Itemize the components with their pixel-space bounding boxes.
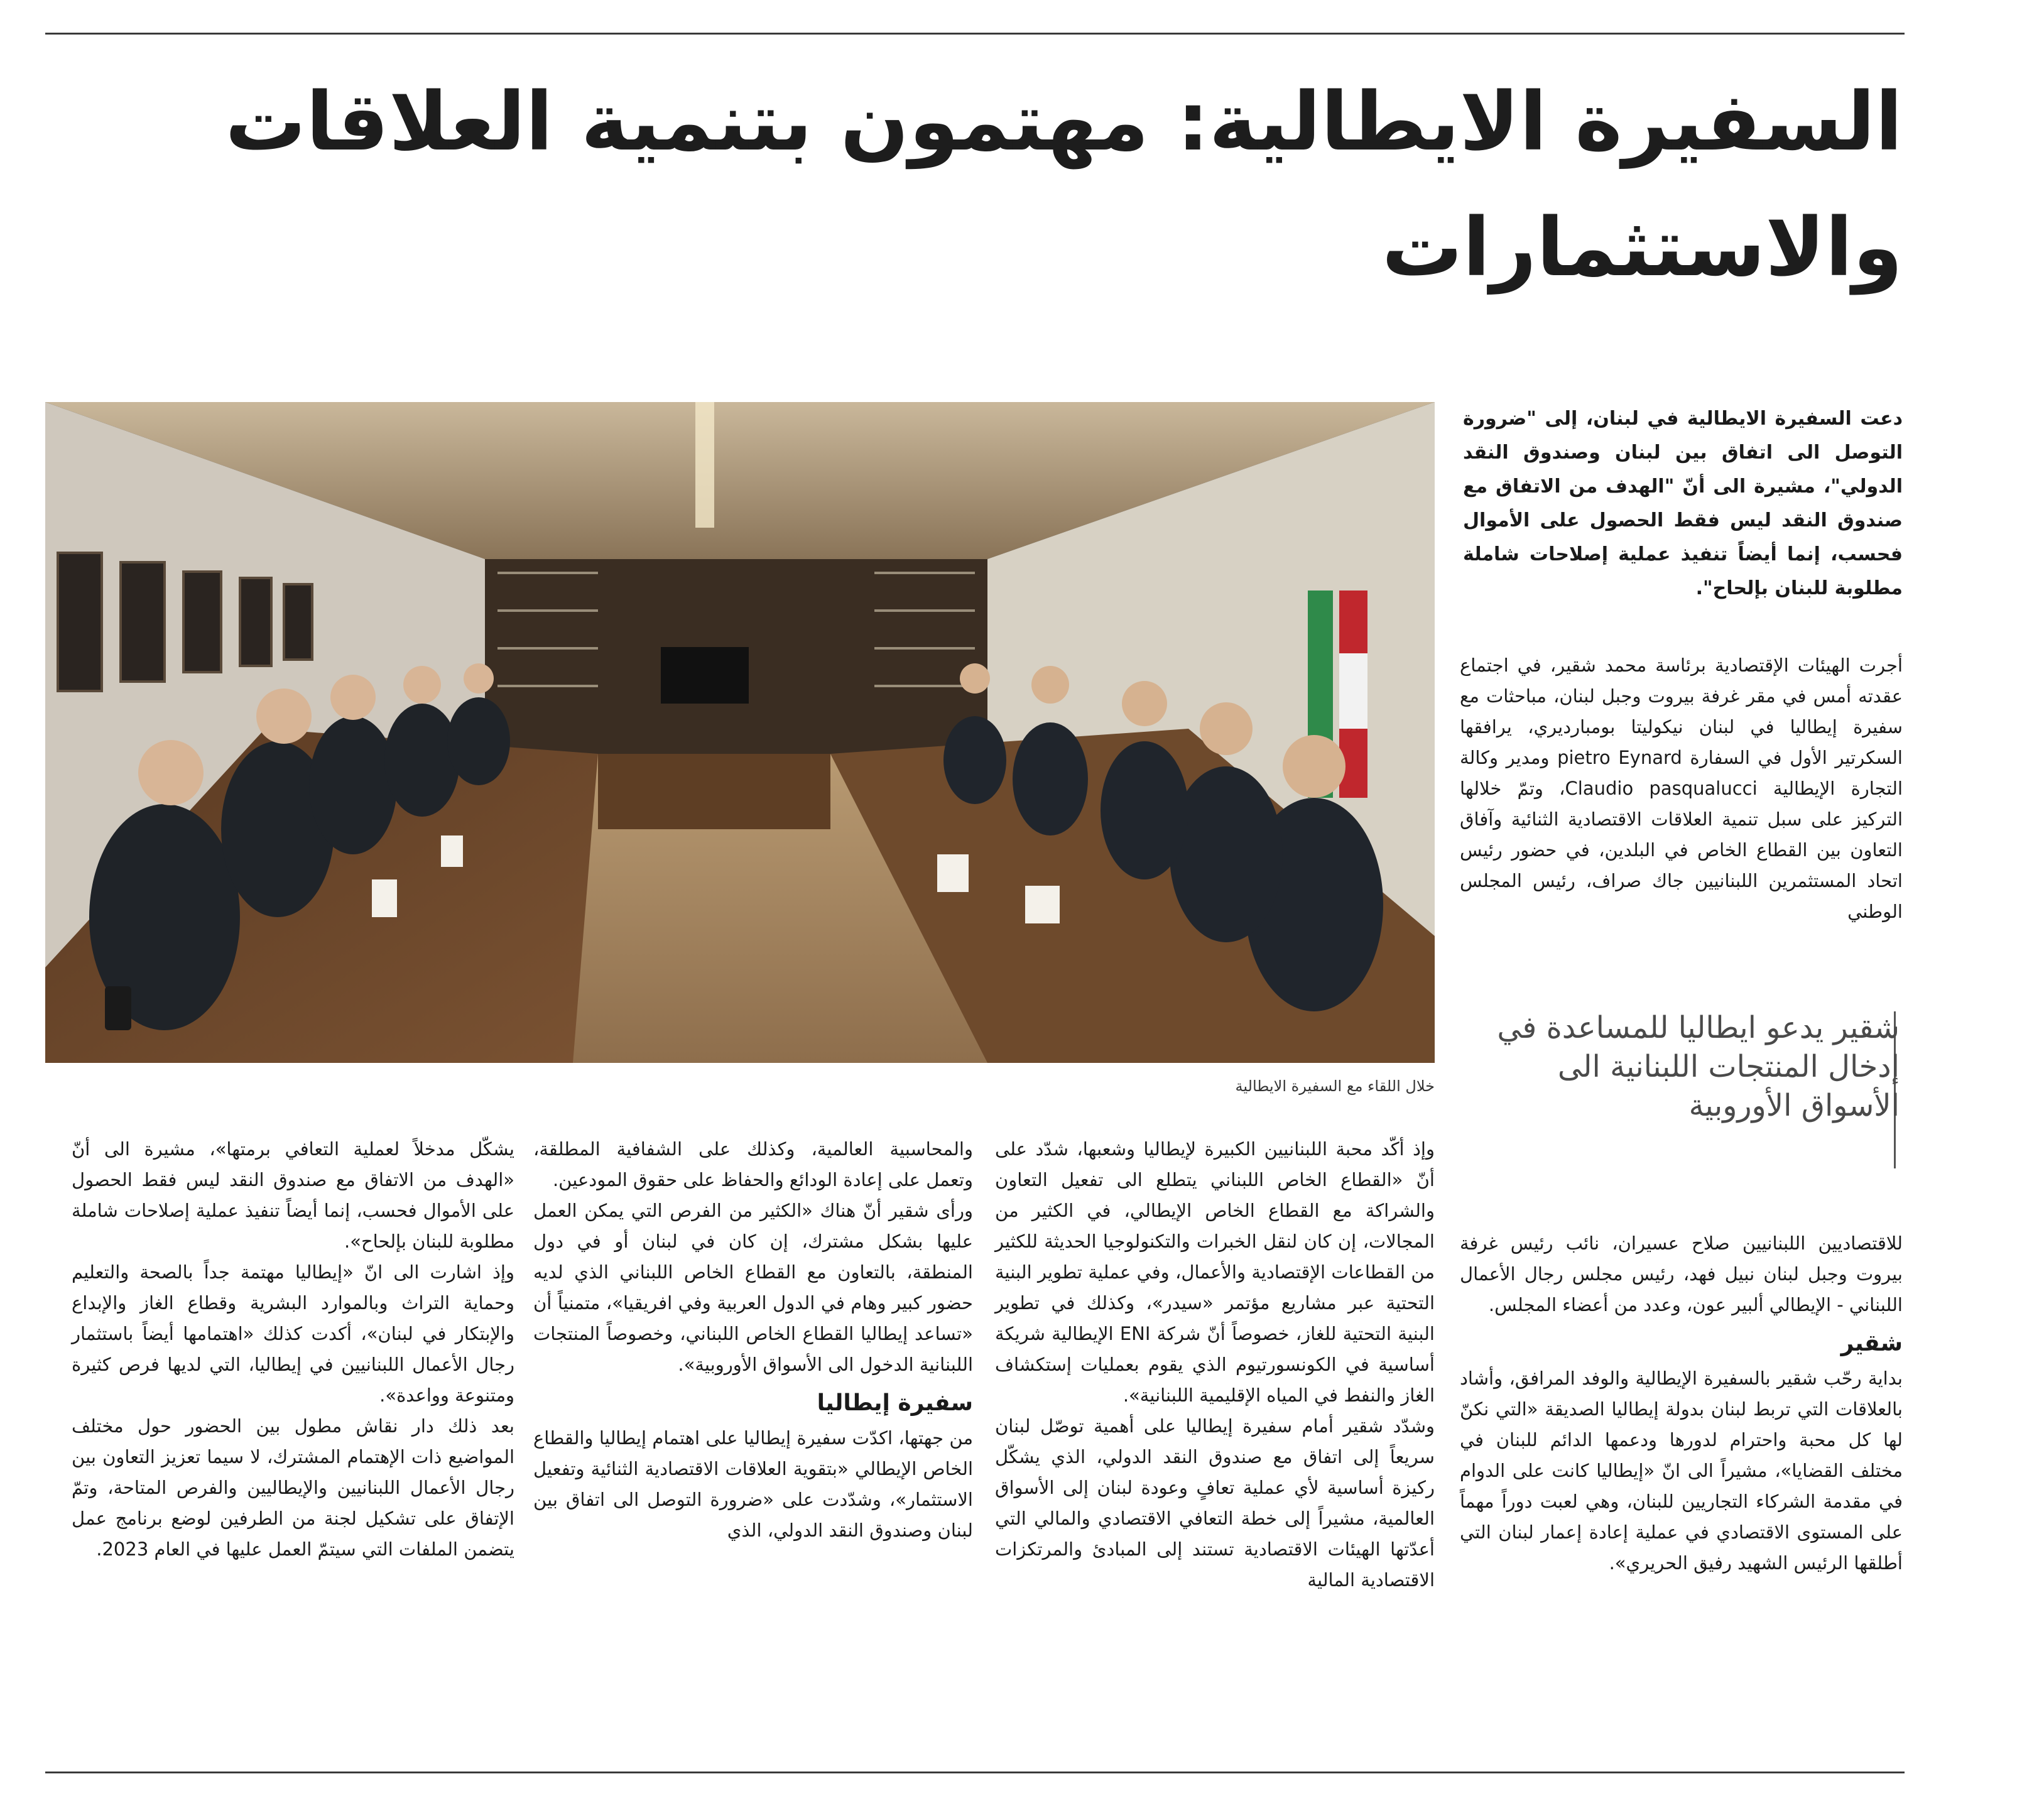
article-lede: دعت السفيرة الايطالية في لبنان، إلى "ضرورة التوصل الى اتفاق بين لبنان وصندوق النقد الدولي"، مشيرة الى أنّ "الهدف من الاتفاق مع صندوق النقد ليس فقط الحصول على الأموال فحسب، إنما أيضاً تنفيذ عملية إصلاحات شاملة مطلوبة للبنان بإلحاح". bbox=[1463, 408, 1903, 599]
column-2-paragraph-2: وشدّد شقير أمام سفيرة إيطاليا على أهمية توصّل لبنان سريعاً إلى اتفاق مع صندوق النقد الدولي، الذي يشكّل ركيزة أساسية لأي عملية تعافٍ وعودة لبنان إلى الأسواق العالمية، مشيراً إلى خطة التعافي الاقتصادي والمالي التي أعدّتها الهيئات الاقتصادية تستند إلى المبادئ والمرتكزات الاقتصادية المالية bbox=[995, 1415, 1435, 1591]
article-headline bbox=[144, 60, 1903, 311]
column-3-subhead: سفيرة إيطاليا bbox=[817, 1390, 973, 1416]
column-1-paragraph-3: بداية رحّب شقير بالسفيرة الإيطالية والوفد المرافق، وأشاد بالعلاقات التي تربط لبنان بدولة إيطاليا الصديقة «التي نكنّ لها كل محبة واحترام لدورها ودعمها الدائم للبنان في مختلف القضايا»، مشيراً الى انّ «إيطاليا كانت على الدوام في مقدمة الشركاء التجاريين للبنان، وهي لعبت دوراً مهماً على المستوى الاقتصادي في عملية إعادة إعمار لبنان التي أطلقها الرئيس الشهيد رفيق الحريري». bbox=[1460, 1368, 1903, 1574]
column-1-paragraph-1: أجرت الهيئات الإقتصادية برئاسة محمد شقير، في اجتماع عقدته أمس في مقر غرفة بيروت وجبل لبنان، مباحثات مع سفيرة إيطاليا في لبنان نيكوليتا بومبارديري، يرافقها السكرتير الأول في السفارة pietro Eynard ومدير وكالة التجارة الإيطالية Claudio pasqualucci، وتمّ خلالها التركيز على سبل تنمية العلاقات الاقتصادية الثنائية وآفاق التعاون بين القطاع الخاص في البلدين، في حضور رئيس اتحاد المستثمرين اللبنانيين جاك صراف، رئيس المجلس الوطني bbox=[1460, 655, 1903, 922]
article-column-1-continued bbox=[1460, 1228, 1903, 1579]
column-3-paragraph-3: من جهتها، اكدّت سفيرة إيطاليا على اهتمام إيطاليا والقطاع الخاص الإيطالي «بتقوية العلاقات الاقتصادية الثنائية وتفعيل الاستثمار»، وشدّدت على «ضرورة التوصل الى اتفاق بين لبنان وصندوق النقد الدولي، الذي bbox=[533, 1427, 973, 1541]
column-4-paragraph-1: يشكّل مدخلاً لعملية التعافي برمتها»، مشيرة الى أنّ «الهدف من الاتفاق مع صندوق النقد ليس فقط الحصول على الأموال فحسب، إنما أيضاً تنفيذ عملية إصلاحات شاملة مطلوبة للبنان بإلحاح». bbox=[72, 1138, 514, 1252]
headline-line-1: السفيرة الايطالية: مهتمون بتنمية العلاقات bbox=[225, 75, 1903, 169]
column-1-paragraph-2: للاقتصاديين اللبنانيين صلاح عسيران، نائب رئيس غرفة بيروت وجبل لبنان نبيل فهد، رئيس مجلس رجال الأعمال اللبناني - الإيطالي ألبير عون، وعدد من أعضاء المجلس. bbox=[1460, 1233, 1903, 1315]
photo-caption: خلال اللقاء مع السفيرة الايطالية bbox=[1235, 1077, 1435, 1095]
article-column-1 bbox=[1460, 650, 1903, 927]
top-rule bbox=[45, 33, 1905, 35]
column-1-subhead: شقير bbox=[1840, 1331, 1903, 1356]
article-column-2 bbox=[995, 1134, 1435, 1596]
column-2-paragraph-1: وإذ أكّد محبة اللبنانيين الكبيرة لإيطاليا وشعبها، شدّد على أنّ «القطاع الخاص اللبناني يتطلع الى تفعيل التعاون والشراكة مع القطاع الخاص الإيطالي، في الكثير من المجالات، إن كان لنقل الخبرات والتكنولوجيا الحديثة للكثير من القطاعات الإقتصادية والأعمال، وفي عملية تطوير البنية التحتية عبر مشاريع مؤتمر «سيدر»، وكذلك في تطوير البنية التحتية للغاز، خصوصاً أنّ شركة ENI الإيطالية شريكة أساسية في الكونسورتيوم الذي يقوم بعمليات إستكشاف الغاز والنفط في المياه الإقليمية اللبنانية». bbox=[995, 1138, 1435, 1406]
article-column-4 bbox=[72, 1134, 514, 1565]
headline-line-2: والاستثمارات bbox=[1381, 201, 1903, 295]
column-3-paragraph-1: والمحاسبية العالمية، وكذلك على الشفافية المطلقة، وتعمل على إعادة الودائع والحفاظ على حقوق المودعين. bbox=[533, 1138, 973, 1190]
column-3-paragraph-2: ورأى شقير أنّ هناك «الكثير من الفرص التي يمكن العمل عليها بشكل مشترك، إن كان في لبنان أو في دول المنطقة، بالتعاون مع القطاع الخاص اللبناني الذي لديه حضور كبير وهام في الدول العربية وفي افريقيا»، متمنياً أن «تساعد إيطاليا القطاع الخاص اللبناني، وخصوصاً المنتجات اللبنانية الدخول الى الأسواق الأوروبية». bbox=[533, 1200, 973, 1375]
column-4-paragraph-2: وإذ اشارت الى انّ «إيطاليا مهتمة جداً بالصحة والتعليم وحماية التراث وبالموارد البشرية وقطاع الغاز والإبداع والإبتكار في لبنان»، أكدت كذلك «اهتمامها أيضاً باستثمار رجال الأعمال اللبنانيين في إيطاليا، التي لديها فرص كثيرة ومتنوعة وواعدة». bbox=[72, 1261, 514, 1406]
article-column-3 bbox=[533, 1134, 973, 1546]
column-4-paragraph-3: بعد ذلك دار نقاش مطول بين الحضور حول مختلف المواضيع ذات الإهتمام المشترك، لا سيما تعزيز التعاون بين رجال الأعمال اللبنانيين والإيطاليين والفرص المتاحة، وتمّ الإتفاق على تشكيل لجنة من الطرفين لوضع برنامج عمل يتضمن الملفات التي سيتمّ العمل عليها في العام 2023. bbox=[72, 1415, 514, 1560]
meeting-photo bbox=[45, 402, 1435, 1063]
bottom-rule bbox=[45, 1772, 1905, 1773]
pull-quote: شقير يدعو ايطاليا للمساعدة في إدخال المنتجات اللبنانية الى الأسواق الأوروبية bbox=[1497, 1010, 1900, 1123]
